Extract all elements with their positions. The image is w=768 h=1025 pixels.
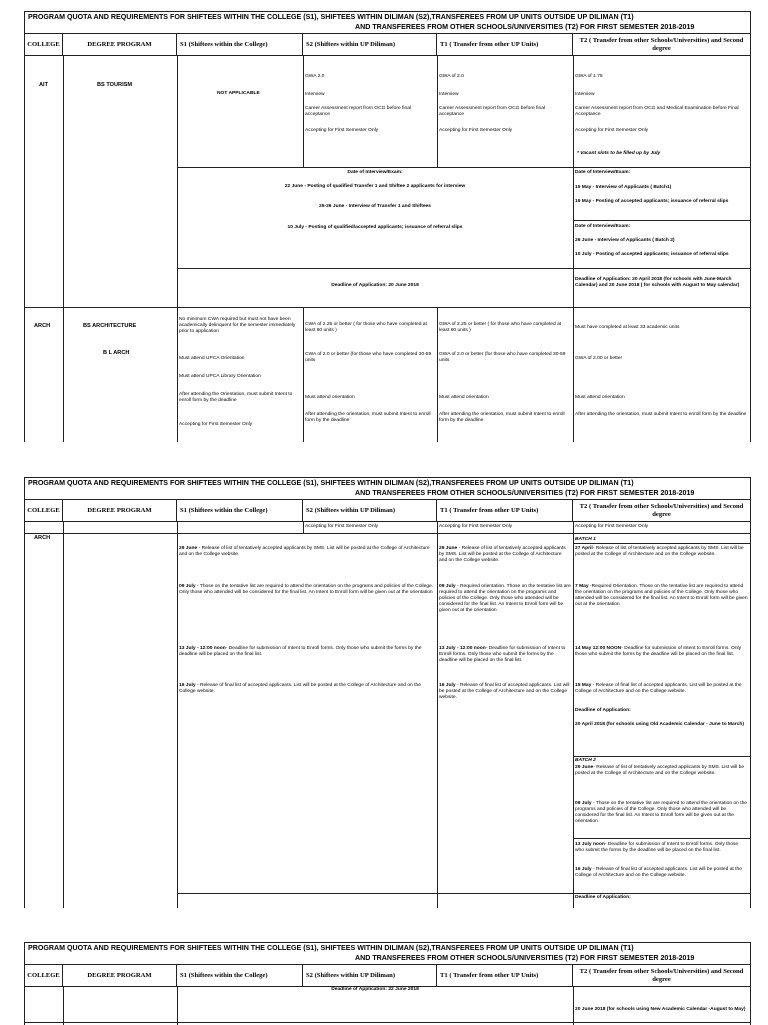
grid-line xyxy=(63,55,64,442)
arch-t2-req: Must have completed at least 33 academic units xyxy=(575,325,680,330)
header-t1: T1 ( Transfer from other UP Units) xyxy=(437,965,573,986)
header-s2: S2 (Shiftees within UP Diliman) xyxy=(303,500,437,521)
arch-t2-req: GWA of 2.00 or better xyxy=(575,356,623,361)
arch-t2-req: Must attend orientation xyxy=(575,395,625,400)
ait-s2-career: Career Assessment report from OCG before final acceptance xyxy=(305,106,412,117)
header-t1: T1 ( Transfer from other UP Units) xyxy=(437,500,573,521)
page-title: PROGRAM QUOTA AND REQUIREMENTS FOR SHIFTEES WITHIN THE COLLEGE (S1), SHIFTEES WITHIN DILIMAN (S2),TRANSFEREES FROM UP UNITS OUTSIDE UP DILIMAN (T1) AND TRANSFEREES FROM OTHER SCHOOLS/UNIVERSITIES (T2) FOR FIRST SEMESTER 2018-2019 xyxy=(25,12,750,34)
grid-line xyxy=(303,307,304,442)
t2-deadline-text: 20 June 2018 (for schools using New Academic Calendar -August to May) xyxy=(575,1007,746,1012)
arch-t2-req: After attending the orientation, must submit Intent to enroll form by the deadline xyxy=(575,412,747,417)
t2-b2-step: 29 June- Release of list of tentatively accepted applicants by SMS. List will be posted at the College of Architecture and on the College website. xyxy=(575,765,745,776)
t1-step: 29 June - Release of list of tentatively accepted applicants by SMS. List will be posted at the College of Architecture and on the College website. xyxy=(439,546,566,563)
arch-s1-req: Must attend UPCA Orientation xyxy=(179,356,245,361)
t2-deadline-title: Deadline of Application: xyxy=(575,895,631,900)
t2-b1-step: 15 May - Release of final list of accepted applicants. List will be posted at the College of Architecture and on the College website. xyxy=(575,683,742,694)
grid-line xyxy=(573,220,750,221)
arch-s1-req: No minimum CWA required but must not have been academically delinquent for the semester immediately prior to application xyxy=(179,317,296,334)
t1-step: 09 July - Required orientation. Those on the tentative list are required to attend the orientation on the programs and policies of the College. Only those who attended will be considered for the final list. An Intent to Enroll form will be given out at the orientation xyxy=(439,584,571,613)
page-title: PROGRAM QUOTA AND REQUIREMENTS FOR SHIFTEES WITHIN THE COLLEGE (S1), SHIFTEES WITHIN DILIMAN (S2),TRANSFEREES FROM UP UNITS OUTSIDE UP DILIMAN (T1) AND TRANSFEREES FROM OTHER SCHOOLS/UNIVERSITIES (T2) FOR FIRST SEMESTER 2018-2019 xyxy=(25,478,750,500)
grid-line xyxy=(177,167,750,168)
ait-t2-semester: Accepting for First Semester Only xyxy=(575,128,649,133)
p2-t2-semester: Accepting for First Semester Only xyxy=(575,524,649,529)
arch-t1-req: After attending the orientation, must submit Intent to enroll form by the deadline xyxy=(439,412,565,423)
arch-t1-req: GWA of 2.25 or better ( for those who have completed at least 60 units ) xyxy=(439,322,562,333)
college-ait: AIT xyxy=(39,82,49,88)
s1-step: 13 July - 12:00 noon- Deadline for submission of Intent to Enroll forms. Only those who submit the forms by the deadline will be placed on the final list. xyxy=(179,646,422,657)
t2-deadline-text: Deadline of Application: 20 April 2018 (for schools with June-March Calendar) and 20 June 2018 ( for schools with August to May calendar) xyxy=(575,277,740,288)
grid-line xyxy=(25,307,750,308)
header-s1: S1 (Shiftees within the College) xyxy=(177,500,303,521)
arch-s1-req: Accepting for First Semester Only xyxy=(179,422,253,427)
t2-b2-step: 09 July - Those on the tentative list are required to attend the orientation on the programs and policies of the College. Only those who attended will be considered for the final list. An Intent to Enroll form will be given out at the orientation xyxy=(575,801,748,824)
college-arch: ARCH xyxy=(34,323,51,329)
t2-b2-step: 16 July - Release of final list of accepted applicants. List will be posted at the College of Architecture and on the College website. xyxy=(575,867,742,878)
header-t2: T2 ( Transfer from other Schools/Universities) and Second degree xyxy=(579,968,744,983)
grid-line xyxy=(573,756,750,757)
t2-interview-title: Date of Interview/Exam: xyxy=(575,224,631,229)
arch-s2-req: CWA of 2.0 or better (for those who have completed 30-59 units xyxy=(305,352,432,363)
s1-step: 16 July - Release of final list of accepted applicants. List will be posted at the College of Architecture and on the College website. xyxy=(179,683,421,694)
interview-line: 25-26 June - Interview of Transfer 1 and Shiftees xyxy=(319,204,431,209)
ait-t1-gwa: GWA of 2.0 xyxy=(439,74,464,79)
arch-s2-req: Must attend orientation xyxy=(305,395,355,400)
page-3 xyxy=(24,942,751,1025)
interview-title: Date of Interview/Exam: xyxy=(347,170,403,175)
t2-interview-line: 15 May - Interview of Applicants ( Batch1) xyxy=(575,185,672,190)
header-college: COLLEGE xyxy=(25,965,63,986)
ait-t2-vacant-note: * Vacant slots to be filled up by July xyxy=(577,151,661,156)
page-1 xyxy=(24,11,751,442)
ait-t1-semester: Accepting for First Semester Only xyxy=(439,128,513,133)
t1-step: 13 July - 12:00 noon- Deadline for submission of Intent to Enroll forms. Only those who submit the forms by the deadline will be placed on the final list. xyxy=(439,646,566,663)
header-degree: DEGREE PROGRAM xyxy=(63,965,177,986)
header-degree: DEGREE PROGRAM xyxy=(63,500,177,521)
ait-t1-career: Career Assessment report from OCG before final acceptance xyxy=(439,106,546,117)
arch-s1-req: After attending the Orientation, must submit Intent to enroll form by the deadline xyxy=(179,392,293,403)
table-header xyxy=(25,34,750,56)
t2-b2-step: 13 July noon- Deadline for submission of Intent to Enroll forms. Only those who submit the forms by the deadline will be placed on the final list. xyxy=(575,842,739,853)
batch-1-label: BATCH 1 xyxy=(575,537,596,542)
grid-line xyxy=(437,521,438,908)
ait-s2-semester: Accepting for First Semester Only xyxy=(305,128,379,133)
ait-t2-career: Career Assessment report from OCG and Medical Examination before Final Acceptance xyxy=(575,106,739,117)
header-college: COLLEGE xyxy=(25,34,63,55)
header-s1: S1 (Shiftees within the College) xyxy=(177,965,303,986)
grid-line xyxy=(177,521,178,908)
s1-not-applicable: NOT APPLICABLE xyxy=(217,91,260,96)
program-b-l-arch: B L ARCH xyxy=(103,350,130,356)
grid-line xyxy=(63,521,64,908)
t2-interview-title: Date of Interview/Exam: xyxy=(575,170,631,175)
grid-line xyxy=(437,307,438,442)
t2-deadline-text: 20 April 2018 (for schools using Old Academic Calendar - June to March) xyxy=(575,722,744,727)
ait-t1-interview: Interview xyxy=(439,92,459,97)
interview-line: 10 July - Posting of qualified/accepted applicants; issuance of referral slips xyxy=(287,225,463,230)
deadline-text: Deadline of Application: 22 June 2018 xyxy=(331,987,419,992)
grid-line xyxy=(573,838,750,839)
t2-b1-step: 7 May -Required Orientation. Those on the tentative list are required to attend the orientation on the programs and policies of the College. Only those who attended will be considered for the final list. An Intent to Enroll form will be given out at the orientation xyxy=(575,584,748,607)
ait-s2-gwa: GWA 2.0 xyxy=(305,74,325,79)
grid-line xyxy=(437,55,438,167)
batch-2-label: BATCH 2 xyxy=(575,758,596,763)
s1-step: 29 June - Release of list of tentatively accepted applicants by SMS. List will be posted at the College of Architecture and on the College website. xyxy=(179,546,430,557)
grid-line xyxy=(177,55,178,442)
grid-line xyxy=(177,893,750,894)
t2-interview-line: 19 May - Posting of accepted applicants; issuance of referral slips xyxy=(575,199,729,204)
grid-line xyxy=(573,986,574,1025)
arch-t1-req: Must attend orientation xyxy=(439,395,489,400)
p2-t1-semester: Accepting for First Semester Only xyxy=(439,524,513,529)
header-t2: T2 ( Transfer from other Schools/Universities) and Second degree xyxy=(579,503,744,518)
header-s2: S2 (Shiftees within UP Diliman) xyxy=(303,965,437,986)
grid-line xyxy=(303,521,304,533)
page-2 xyxy=(24,477,751,908)
grid-line xyxy=(25,533,750,534)
ait-t2-interview: Interview xyxy=(575,92,595,97)
table-header xyxy=(25,500,750,522)
p2-s2-semester: Accepting for First Semester Only xyxy=(305,524,379,529)
header-t1: T1 ( Transfer from other UP Units) xyxy=(437,34,573,55)
t2-b1-step: 14 May 12:00 NOON- Deadline for submission of Intent to Enroll forms. Only those who submit the forms by the deadline will be placed on the final list. xyxy=(575,646,742,657)
s1-step: 09 July - Those on the tentative list are required to attend the orientation on the programs and policies of the College. Only those who attended will be considered for the final list. An Intent to Enroll form will be given out at the orientation xyxy=(179,584,434,595)
arch-t1-req: GWA of 2.0 or better (for those who have completed 30-59 units xyxy=(439,352,566,363)
header-s2: S2 (Shiftees within UP Diliman) xyxy=(303,34,437,55)
interview-line: 22 June - Posting of qualified Transfer 1 and Shiftee 2 applicants for interview xyxy=(284,184,466,189)
college-arch: ARCH xyxy=(34,535,51,541)
arch-s2-req: After attending the orientation, must submit Intent to enroll form by the deadline xyxy=(305,412,431,423)
program-bs-architecture: BS ARCHITECTURE xyxy=(83,323,137,329)
arch-s1-req: Must attend UPCA Library Orientation xyxy=(179,374,261,379)
grid-line xyxy=(63,986,64,1025)
arch-s2-req: CWA of 2.25 or better ( for those who have completed at least 60 units ) xyxy=(305,322,427,333)
header-degree: DEGREE PROGRAM xyxy=(63,34,177,55)
grid-line xyxy=(25,1022,750,1023)
grid-line xyxy=(177,268,750,269)
ait-s2-interview: Interview xyxy=(305,92,325,97)
ait-t2-gwa: GWA of 1.75 xyxy=(575,74,603,79)
header-s1: S1 (Shiftees within the College) xyxy=(177,34,303,55)
header-t2: T2 ( Transfer from other Schools/Universities) and Second degree xyxy=(579,37,744,52)
t2-interview-line: 26 June - Interview of Applicants ( Batch 2) xyxy=(575,238,675,243)
table-header xyxy=(25,965,750,987)
header-college: COLLEGE xyxy=(25,500,63,521)
program-bs-tourism: BS TOURISM xyxy=(97,82,133,88)
t1-step: 16 July - Release of final list of accepted applicants. List will be posted at the College of Architecture and on the College website. xyxy=(439,683,570,700)
grid-line xyxy=(573,521,574,908)
t2-deadline-title: Deadline of Application: xyxy=(575,708,631,713)
t2-b1-step: 27 April- Release of list of tentatively accepted applicants by SMS. List will be posted at the College of Architecture and on the College website. xyxy=(575,546,744,557)
t2-interview-line: 10 July - Posting of accepted applicants; issuance of referral slips xyxy=(575,252,729,257)
deadline-text: Deadline of Application: 20 June 2018 xyxy=(331,283,419,288)
grid-line xyxy=(303,55,304,167)
page-title: PROGRAM QUOTA AND REQUIREMENTS FOR SHIFTEES WITHIN THE COLLEGE (S1), SHIFTEES WITHIN DILIMAN (S2),TRANSFEREES FROM UP UNITS OUTSIDE UP DILIMAN (T1) AND TRANSFEREES FROM OTHER SCHOOLS/UNIVERSITIES (T2) FOR FIRST SEMESTER 2018-2019 xyxy=(25,943,750,965)
grid-line xyxy=(573,55,574,442)
grid-line xyxy=(573,543,750,544)
